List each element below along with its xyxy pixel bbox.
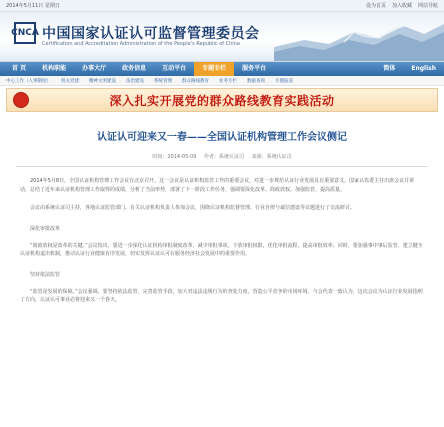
section-heading: 深化审批改革 (30, 225, 61, 232)
site-map-link[interactable]: 网站导航 (417, 3, 438, 9)
sub-nav-item[interactable]: 专题报道 (275, 78, 293, 84)
lang-english[interactable]: English (411, 65, 436, 72)
great-wall-illustration (274, 12, 444, 62)
add-favorite-link[interactable]: 加入收藏 (391, 3, 412, 9)
article-meta (0, 153, 444, 160)
nav-service-platform[interactable]: 服务平台 (242, 65, 267, 72)
article-paragraph: 会议由系统认证司主持，各地认证监管部门、有关认证机构负责人参加会议，围绕认证机构监督管理、行业自律与诚信建设等议题进行了交流研讨。 (30, 205, 356, 211)
article-source: 来源：系统认证司 (251, 154, 292, 160)
current-date: 2014年5月11日 星期日 (6, 3, 60, 9)
top-bar (0, 0, 444, 12)
sub-nav-item[interactable]: 机关党建 (61, 78, 79, 84)
nav-functions[interactable]: 机构职能 (42, 65, 67, 72)
sub-nav-item[interactable]: 精神文明建设 (89, 78, 116, 84)
sub-nav-item[interactable]: 中心工作（人事制度） (6, 78, 51, 84)
campaign-text: 深入扎实开展党的群众路线教育实践活动 (109, 93, 335, 108)
sub-nav-item[interactable]: 法治建设 (126, 78, 144, 84)
article-author: 作者：系统认证司 (204, 154, 245, 160)
article-paragraph: “监管是发展的保障。”会议强调，要坚持依法监管，完善监管手段，加大对违法违规行为的查处力度，营造公平竞争的市场环境。与会代表一致认为，这次会议为认证行业发展指明了方向，认证认可事业必将迎来又一个春天。 (20, 288, 423, 303)
divider (16, 166, 428, 167)
nav-service-hall[interactable]: 办事大厅 (82, 65, 107, 72)
cnca-logo[interactable]: CNCA (14, 22, 36, 44)
language-switch (375, 62, 444, 76)
set-homepage-link[interactable]: 设为首页 (365, 3, 386, 9)
article-date: 时间：2014-05-09 (152, 154, 197, 160)
article-body (0, 177, 444, 305)
campaign-banner[interactable] (6, 88, 438, 112)
nav-special-topics[interactable]: 专题专栏 (194, 62, 234, 76)
sub-nav (0, 76, 444, 86)
main-nav (0, 62, 444, 76)
top-links (366, 2, 438, 9)
sub-nav-item[interactable]: 系统管理 (154, 78, 172, 84)
article-title: 认证认可迎来又一春——全国认证机构管理工作会议侧记 (97, 132, 347, 143)
article-paragraph: 2014年5月8日，全国认证机构管理工作会议在北京召开。这一会议是认证机构监管工作的重要会议，对进一步规范认证行业发展具有重要意义。国家认监委主任出席会议并讲话，总结了近年来认证机构管理工作取得的成绩，分析了当前形势，部署了下一阶段工作任务，强调要深化改革、简政放权、加强监管、提高质量。 (20, 178, 415, 193)
nav-interaction[interactable]: 互动平台 (162, 65, 187, 72)
sub-nav-item[interactable]: 群众路线教育 (182, 78, 209, 84)
sub-nav-item[interactable]: 数据查询 (247, 78, 265, 84)
sub-nav-item[interactable]: 业务专栏 (219, 78, 237, 84)
section-heading: 坚持依法监管 (30, 271, 61, 278)
site-subtitle: Certification and Accreditation Administration of the People's Republic of China (42, 41, 240, 47)
lang-chinese[interactable]: 简体 (383, 65, 396, 72)
article-paragraph: “简政放权是改革的关键。”会议指出，要进一步深化认证机构审批制度改革，减少审批事项，下放审批权限，优化审批流程，提高审批效率。同时，要加强事中事后监管，建立健全认证机构退出机制，推动认证行业健康有序发展，切实发挥认证认可在服务经济社会发展中的重要作用。 (20, 242, 423, 257)
nav-home[interactable]: 首 页 (12, 65, 27, 72)
site-banner (0, 12, 444, 62)
site-title: 中国国家认证认可监督管理委员会 (42, 26, 260, 42)
party-emblem-icon (13, 92, 29, 108)
nav-gov-info[interactable]: 政务信息 (122, 65, 147, 72)
